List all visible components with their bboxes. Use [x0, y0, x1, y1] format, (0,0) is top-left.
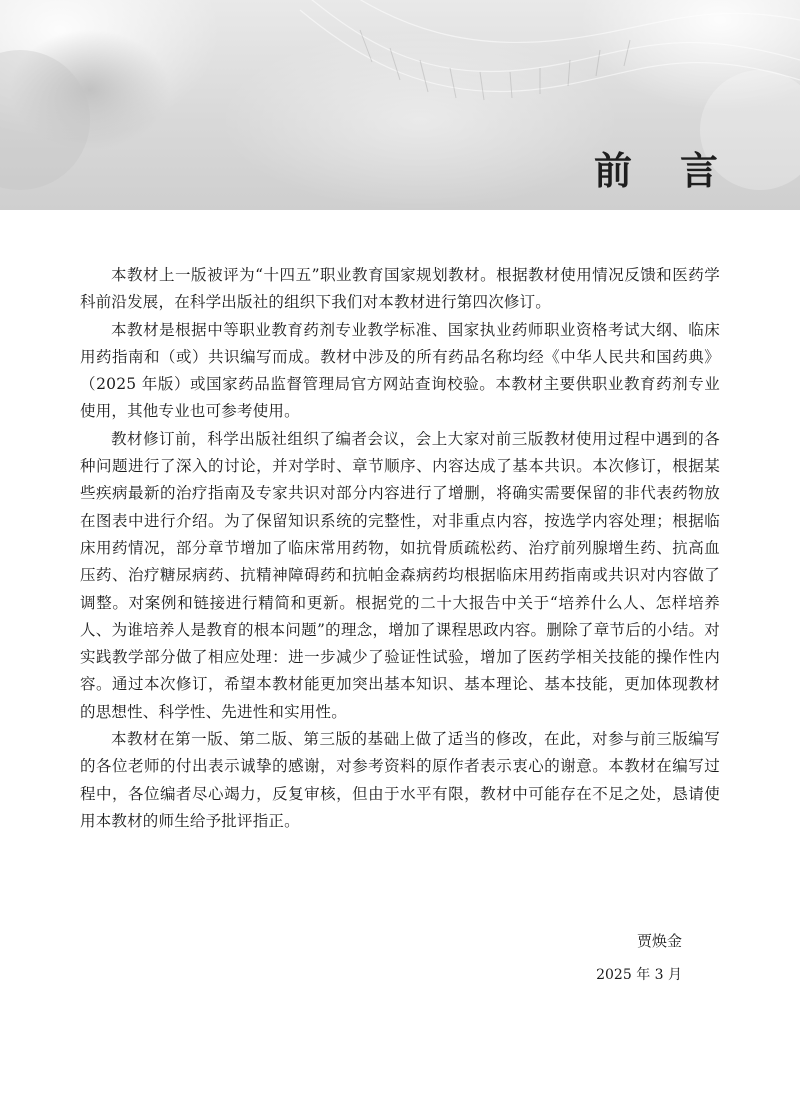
paragraph: 本教材是根据中等职业教育药剂专业教学标准、国家执业药师职业资格考试大纲、临床用药指南和（或）共识编写而成。教材中涉及的所有药品名称均经《中华人民共和国药典》（2025 年版）或国家药品监督管理局官方网站查询校验。本教材主要供职业教育药剂专业使用，其他专业也可参考使用。 — [80, 320, 720, 421]
paragraph: 教材修订前，科学出版社组织了编者会议，会上大家对前三版教材使用过程中遇到的各种问题进行了深入的讨论，并对学时、章节顺序、内容达成了基本共识。本次修订，根据某些疾病最新的治疗指南及专家共识对部分内容进行了增删，将确实需要保留的非代表药物放在图表中进行介绍。为了保留知识系统的完整性，对非重点内容，按选学内容处理；根据临床用药情况，部分章节增加了临床常用药物，如抗骨质疏松药、治疗前列腺增生药、抗高血压药、治疗糖尿病药、抗精神障碍药和抗帕金森病药均根据临床用药指南或共识对内容做了调整。对案例和链接进行精简和更新。根据党的二十大报告中关于“培养什么人、怎样培养人、为谁培养人是教育的根本问题”的理念，增加了课程思政内容。删除了章节后的小结。对实践教学部分做了相应处理：进一步减少了验证性试验，增加了医药学相关技能的操作性内容。通过本次修订，希望本教材能更加突出基本知识、基本理论、基本技能，更加体现教材的思想性、科学性、先进性和实用性。 — [80, 429, 720, 721]
header-banner — [0, 0, 800, 210]
author-signature: 贾焕金 — [636, 932, 682, 950]
signature-date: 2025 年 3 月 — [596, 967, 682, 983]
paragraph: 本教材上一版被评为“十四五”职业教育国家规划教材。根据教材使用情况反馈和医药学科前沿发展，在科学出版社的组织下我们对本教材进行第四次修订。 — [80, 266, 720, 312]
preface-body — [80, 262, 720, 835]
paragraph: 本教材在第一版、第二版、第三版的基础上做了适当的修改，在此，对参与前三版编写的各位老师的付出表示诚挚的感谢，对参考资料的原作者表示衷心的谢意。本教材在编写过程中，各位编者尽心竭力，反复审核，但由于水平有限，教材中可能存在不足之处，恳请使用本教材的师生给予批评指正。 — [80, 730, 720, 830]
page-title: 前言 — [593, 149, 766, 193]
